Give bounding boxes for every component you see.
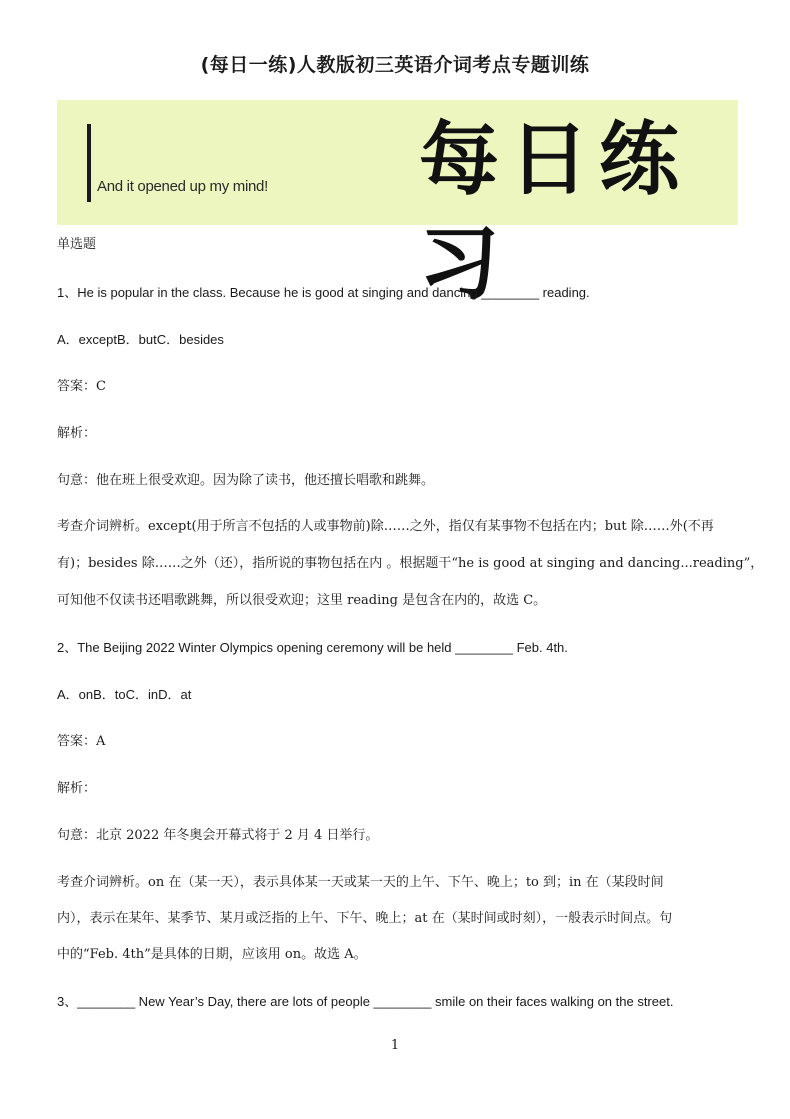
question-1-options: A．exceptB．butC．besides: [57, 332, 224, 347]
question-1-explanation-line: 考查介词辨析。except(用于所言不包括的人或事物前)除……之外，指仅有某事物不包括在内；but 除……外(不再: [57, 519, 714, 534]
document-title: (每日一练)人教版初三英语介词考点专题训练: [200, 54, 590, 76]
question-2-explanation-line: 中的“Feb. 4th”是具体的日期，应该用 on。故选 A。: [57, 947, 367, 962]
question-1-answer: 答案：C: [57, 379, 106, 394]
page-number: 1: [390, 1038, 400, 1053]
question-2-explanation-line: 内），表示在某年、某季节、某月或泛指的上午、下午、晚上；at 在（某时间或时刻），一般表示时间点。句: [57, 911, 673, 926]
question-2-stem: 2、The Beijing 2022 Winter Olympics opening ceremony will be held ________ Feb. 4th.: [57, 640, 568, 655]
question-2-meaning: 句意：北京 2022 年冬奥会开幕式将于 2 月 4 日举行。: [57, 828, 379, 843]
question-1-stem: 1、He is popular in the class. Because he is good at singing and dancing ________ reading.: [57, 285, 590, 300]
question-2-answer: 答案：A: [57, 734, 106, 749]
section-label: 单选题: [57, 237, 97, 252]
question-1-meaning: 句意：他在班上很受欢迎。因为除了读书，他还擅长唱歌和跳舞。: [57, 473, 435, 488]
question-2-analysis-label: 解析：: [57, 781, 97, 796]
banner-accent-bar: [87, 124, 91, 202]
question-2-options: A．onB．toC．inD．at: [57, 687, 192, 702]
question-1-explanation-line: 可知他不仅读书还唱歌跳舞，所以很受欢迎；这里 reading 是包含在内的，故选 C。: [57, 593, 547, 608]
question-3-stem: 3、________ New Year’s Day, there are lots of people ________ smile on their faces walking on the street.: [57, 994, 674, 1009]
question-2-explanation-line: 考查介词辨析。on 在（某一天），表示具体某一天或某一天的上午、下午、晚上；to 到；in 在（某段时间: [57, 875, 664, 890]
banner-heading: 每日练习: [419, 113, 689, 310]
question-1-analysis-label: 解析：: [57, 426, 97, 441]
question-1-explanation-line: 有)；besides 除……之外（还），指所说的事物包括在内 。根据题干“he is good at singing and dancing...reading”，: [57, 556, 764, 571]
banner-tagline: And it opened up my mind!: [97, 178, 268, 195]
